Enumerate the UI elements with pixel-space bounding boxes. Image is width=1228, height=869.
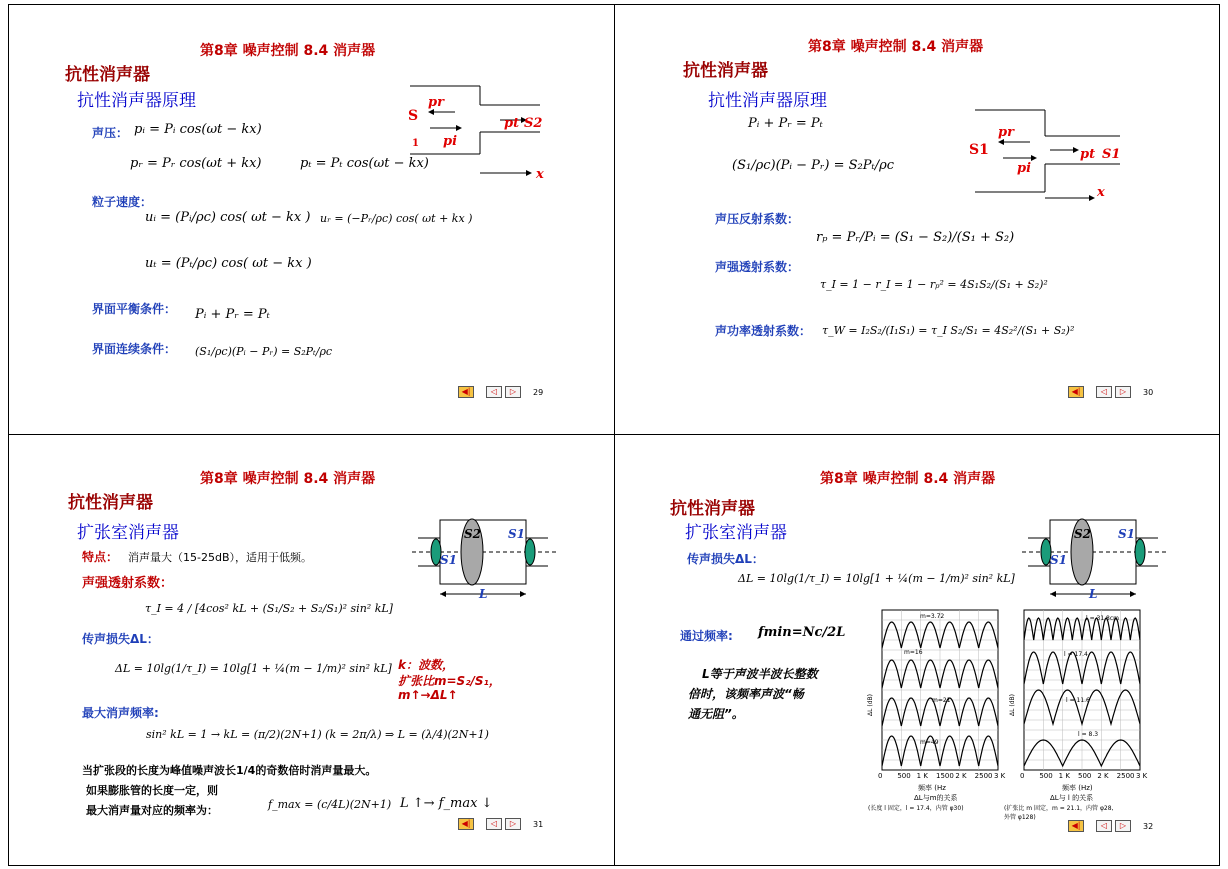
x-label: x <box>1097 185 1105 200</box>
pressure-label: 声压： <box>92 126 129 140</box>
page-number: 32 <box>1143 821 1154 831</box>
chart-caption-2: (扩张比 m 固定，m = 21.1，内管 φ28, <box>1004 805 1114 812</box>
nav-prev-button[interactable]: ◁ <box>486 818 502 830</box>
feature-label: 特点： <box>82 550 119 564</box>
s1b-label: S1 <box>440 553 458 567</box>
x-tick-label: 0 <box>878 772 883 780</box>
eq-trend: L ↑→ f_max ↓ <box>400 796 493 811</box>
chart-caption-3: 外管 φ128) <box>1004 814 1036 821</box>
nav-first-button[interactable]: ◀| <box>1068 386 1084 398</box>
x-tick-label: 2500 <box>1116 772 1135 780</box>
slide-30 <box>640 20 1200 430</box>
nav-next-button[interactable]: ▷ <box>505 386 521 398</box>
nav-next-button[interactable]: ▷ <box>1115 820 1131 832</box>
note-k: k：波数， <box>398 658 454 672</box>
curve-label-1: m=3.72 <box>920 613 945 620</box>
note-line-2: 倍时，该频率声波“畅 <box>688 687 804 701</box>
pipe-diagram <box>965 106 1125 206</box>
outlet-section <box>1135 539 1145 565</box>
loss-label: 传声损失ΔL： <box>687 552 764 566</box>
x-tick-label: 500 <box>897 772 911 780</box>
eq-transmitted-velocity: uₜ = (Pₜ/ρc) cos( ωt − kx ) <box>145 256 312 271</box>
s2-label: S2 <box>1074 527 1092 541</box>
slide-subtitle: 扩张室消声器 <box>77 523 179 543</box>
eq-trans: τ_I = 1 − r_I = 1 − rₚ² = 4S₁S₂/(S₁ + S₂)² <box>820 278 1048 291</box>
y-axis-label: ΔL (dB) <box>867 694 874 716</box>
slide-31 <box>30 450 590 860</box>
note-line-3: 通无阻”。 <box>688 707 744 721</box>
x-tick-label: 2 K <box>1097 772 1109 780</box>
slide-subtitle: 扩张室消声器 <box>685 523 787 543</box>
x-axis-label: 频率 (Hz) <box>1062 784 1093 792</box>
nav-prev-button[interactable]: ◁ <box>1096 820 1112 832</box>
chart-caption-1: ΔL与m的关系 <box>914 794 958 802</box>
pi-label: pi <box>443 134 458 149</box>
conclusion-text: 当扩张段的长度为峰值噪声波长1/4的奇数倍时消声量最大。 <box>82 764 377 777</box>
expansion-chamber-diagram <box>412 516 562 601</box>
curve-label-4: m=49 <box>920 739 939 746</box>
x-tick-label: 1500 <box>936 772 954 780</box>
eq-transmitted-pressure: pₜ = Pₜ cos(ωt − kx) <box>300 156 429 171</box>
l-label: L <box>1089 587 1098 601</box>
eq-incident-pressure: pᵢ = Pᵢ cos(ωt − kx) <box>134 122 262 137</box>
x-tick-label: 1 K <box>1058 772 1070 780</box>
slide-title: 抗性消声器 <box>683 61 768 81</box>
chart-caption-1: ΔL与 l 的关系 <box>1050 794 1094 802</box>
eq-balance: Pᵢ + Pᵣ = Pₜ <box>195 307 270 322</box>
eq-loss: ΔL = 10lg(1/τ_I) = 10lg[1 + ¼(m − 1/m)² sin² kL] <box>738 572 1015 585</box>
slide-subtitle: 抗性消声器原理 <box>77 91 196 111</box>
x-tick-label: 500 <box>1078 772 1092 780</box>
slide-subtitle: 抗性消声器原理 <box>708 91 827 111</box>
nav-bar <box>458 386 543 398</box>
loss-label: 传声损失ΔL： <box>82 632 159 646</box>
nav-next-button[interactable]: ▷ <box>505 818 521 830</box>
x-tick-label: 0 <box>1020 772 1025 780</box>
s2-label: S2 <box>524 116 543 131</box>
page-number: 31 <box>533 819 544 829</box>
velocity-label: 粒子速度： <box>92 195 153 209</box>
power-label: 声功率透射系数： <box>715 324 812 338</box>
nav-bar <box>1068 820 1153 832</box>
page-number: 30 <box>1143 387 1154 397</box>
reflect-label: 声压反射系数： <box>715 212 800 226</box>
nav-first-button[interactable]: ◀| <box>458 386 474 398</box>
outlet-section <box>525 539 535 565</box>
pt-label: pt <box>504 116 520 131</box>
eq-loss: ΔL = 10lg(1/τ_I) = 10lg[1 + ¼(m − 1/m)² sin² kL] <box>115 662 392 675</box>
s1b-label: S1 <box>1102 147 1121 162</box>
condition-line-1: 如果膨胀管的长度一定，则 <box>86 784 218 797</box>
curve-label-3: m=21 <box>932 697 951 704</box>
s-label: S <box>408 108 419 124</box>
nav-prev-button[interactable]: ◁ <box>486 386 502 398</box>
eq-reflected-pressure: pᵣ = Pᵣ cos(ωt + kx) <box>130 156 262 171</box>
curve-label-3: l = 11.6 <box>1066 697 1090 704</box>
eq-reflect: rₚ = Pᵣ/Pᵢ = (S₁ − S₂)/(S₁ + S₂) <box>816 230 1015 245</box>
maxfreq-label: 最大消声频率: <box>82 706 159 720</box>
expansion-chamber-diagram <box>1022 516 1172 601</box>
trans-label: 声强透射系数： <box>82 576 174 591</box>
nav-bar <box>1068 386 1153 398</box>
nav-bar <box>458 818 543 830</box>
pr-label: pr <box>998 125 1014 140</box>
vertical-divider <box>614 4 615 866</box>
page-number: 29 <box>533 387 544 397</box>
chart-loss-vs-length <box>1002 606 1152 836</box>
slide-title: 抗性消声器 <box>670 499 755 519</box>
curve-label-1: l = 31.8cm <box>1086 615 1120 622</box>
eq-continuity: (S₁/ρc)(Pᵢ − Pᵣ) = S₂Pₜ/ρc <box>195 345 333 358</box>
curve-label-4: l = 8.3 <box>1078 731 1099 738</box>
slide-header: 第8章 噪声控制 8.4 消声器 <box>200 43 376 59</box>
slide-title: 抗性消声器 <box>65 65 150 85</box>
trans-label: 声强透射系数： <box>715 260 800 274</box>
slide-header: 第8章 噪声控制 8.4 消声器 <box>808 39 984 55</box>
curve-label-2: l = 17.4 <box>1064 651 1088 658</box>
s1b-label: S1 <box>1050 553 1068 567</box>
x-label: x <box>536 167 544 182</box>
nav-prev-button[interactable]: ◁ <box>1096 386 1112 398</box>
x-axis-label: 频率 (Hz <box>918 784 946 792</box>
slide-32 <box>640 450 1200 860</box>
s2-label: S2 <box>464 527 482 541</box>
nav-first-button[interactable]: ◀| <box>1068 820 1084 832</box>
slide-title: 抗性消声器 <box>68 493 153 513</box>
pr-label: pr <box>428 95 444 110</box>
pipe-diagram <box>400 80 550 182</box>
eq-continuity: (S₁/ρc)(Pᵢ − Pᵣ) = S₂Pₜ/ρc <box>732 158 895 173</box>
s1-label: S1 <box>969 142 989 158</box>
x-tick-label: 2 K <box>955 772 967 780</box>
horizontal-divider <box>8 434 1220 435</box>
slide-header: 第8章 噪声控制 8.4 消声器 <box>200 471 376 487</box>
slide-header: 第8章 噪声控制 8.4 消声器 <box>820 471 996 487</box>
eq-power: τ_W = I₂S₂/(I₁S₁) = τ_I S₂/S₁ = 4S₂²/(S₁ + S₂)² <box>822 324 1075 337</box>
y-axis-label: ΔL (dB) <box>1009 694 1016 716</box>
curve-label-2: m=16 <box>904 649 923 656</box>
s1-label: S1 <box>1118 527 1136 541</box>
continuity-label: 界面连续条件： <box>92 342 177 356</box>
chart-caption-2: (长度 l 固定，l = 17.4，内管 φ30) <box>868 805 964 812</box>
slide-29 <box>30 20 590 430</box>
l-label: L <box>479 587 488 601</box>
nav-next-button[interactable]: ▷ <box>1115 386 1131 398</box>
x-tick-label: 500 <box>1039 772 1053 780</box>
eq-trans: τ_I = 4 / [4cos² kL + (S₁/S₂ + S₂/S₁)² sin² kL] <box>145 602 393 615</box>
s1-label: S1 <box>508 527 526 541</box>
note-m: 扩张比m=S₂/S₁， <box>398 674 501 688</box>
eq-reflected-velocity: uᵣ = (−Pᵣ/ρc) cos( ωt + kx ) <box>320 212 473 225</box>
eq-incident-velocity: uᵢ = (Pᵢ/ρc) cos( ωt − kx ) <box>145 210 311 225</box>
chart-loss-vs-m <box>862 606 1006 836</box>
x-tick-label: 2500 <box>974 772 993 780</box>
note-up: m↑→ΔL↑ <box>398 688 458 702</box>
eq-balance: Pᵢ + Pᵣ = Pₜ <box>748 116 823 131</box>
x-tick-label: 3 K <box>994 772 1006 780</box>
s-sub-label: 1 <box>412 138 419 149</box>
pt-label: pt <box>1080 147 1096 162</box>
condition-line-2: 最大消声量对应的频率为： <box>86 804 218 817</box>
pi-label: pi <box>1017 161 1032 176</box>
eq-fmax: f_max = (c/4L)(2N+1) <box>268 798 392 811</box>
pass-label: 通过频率: <box>680 629 733 643</box>
eq-pass: fmin=Nc/2L <box>758 625 846 640</box>
balance-label: 界面平衡条件： <box>92 302 177 316</box>
nav-first-button[interactable]: ◀| <box>458 818 474 830</box>
x-tick-label: 1 K <box>916 772 928 780</box>
eq-maxfreq: sin² kL = 1 → kL = (π/2)(2N+1) (k = 2π/λ) ⇒ L = (λ/4)(2N+1) <box>146 728 489 741</box>
note-line-1: L等于声波半波长整数 <box>702 667 818 681</box>
x-tick-label: 3 K <box>1136 772 1148 780</box>
feature-text: 消声量大（15-25dB），适用于低频。 <box>128 551 312 564</box>
